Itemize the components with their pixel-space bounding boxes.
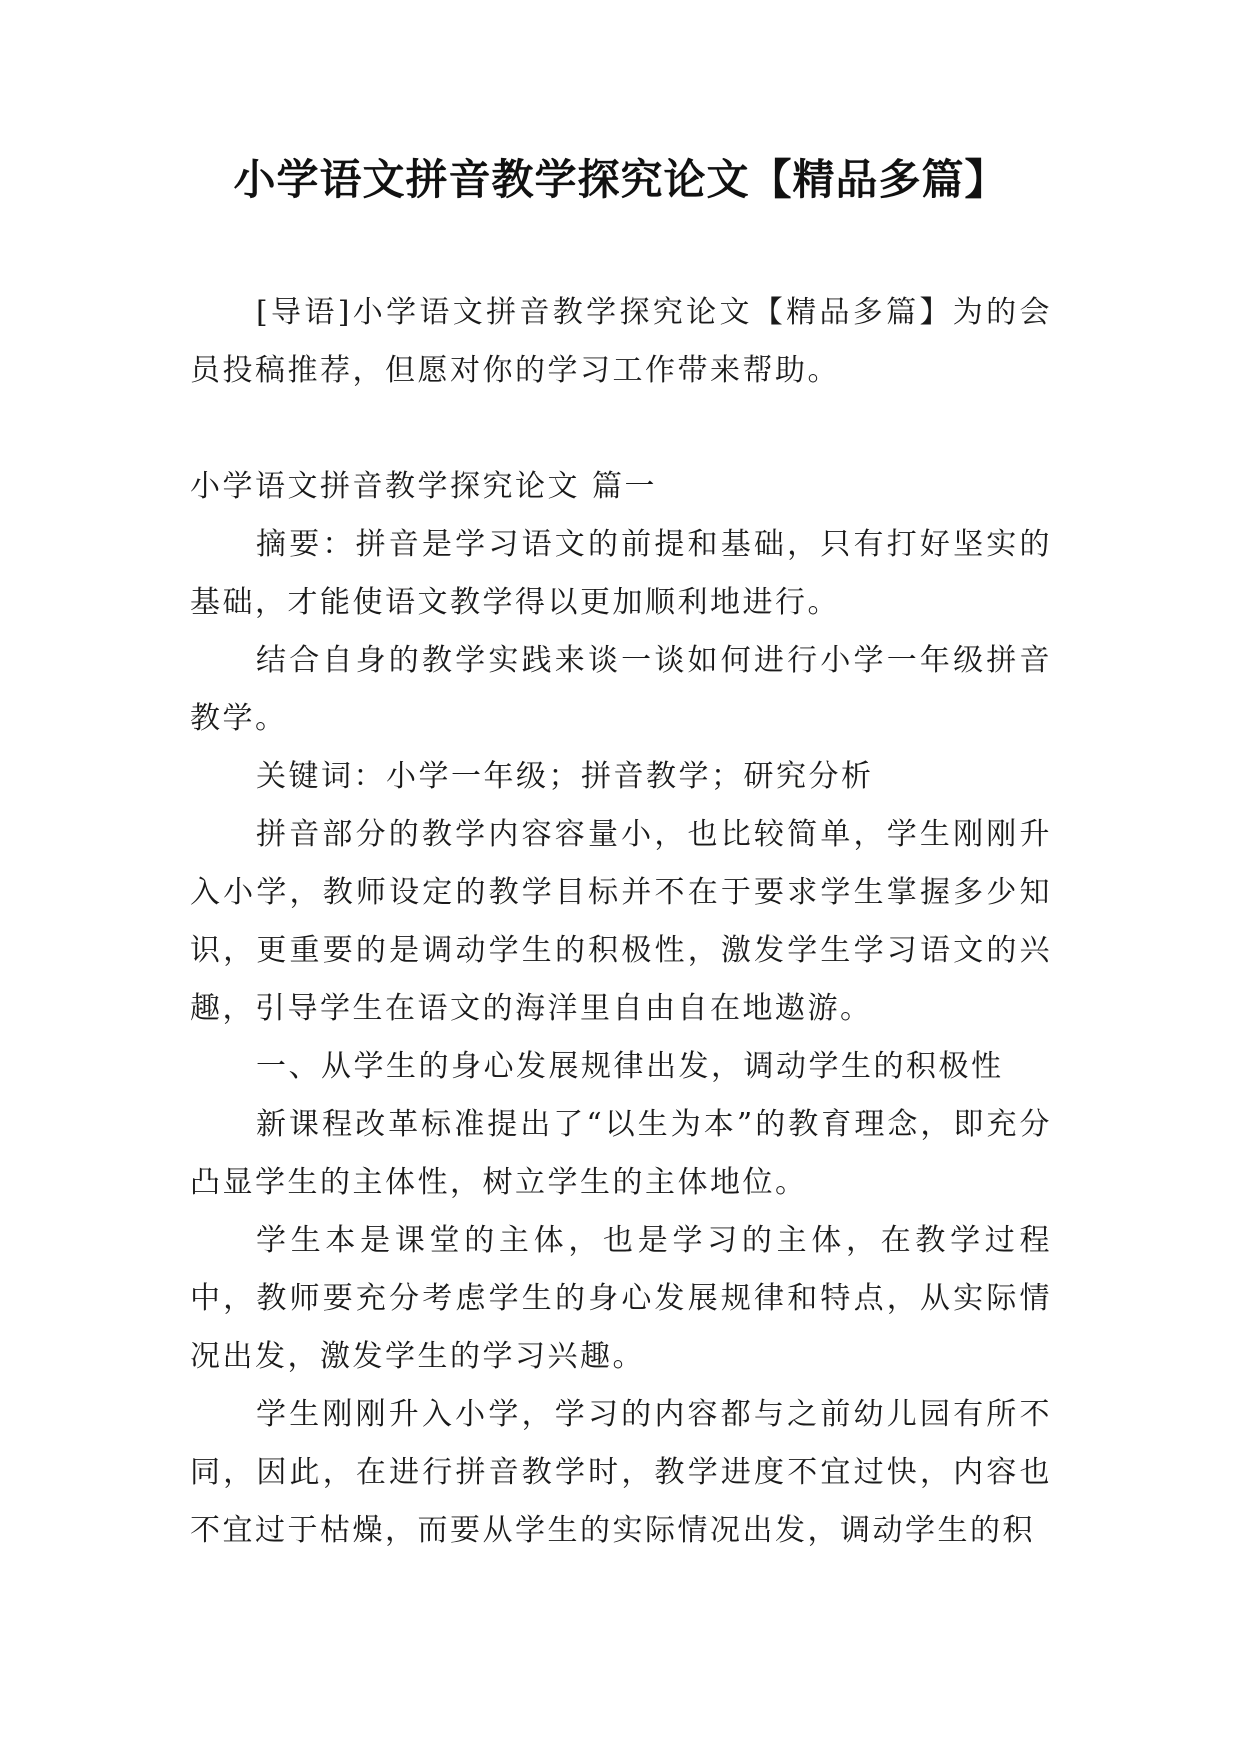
document-title: 小学语文拼音教学探究论文【精品多篇】 <box>233 155 1008 204</box>
body-paragraph: 学生本是课堂的主体，也是学习的主体，在教学过程中，教师要充分考虑学生的身心发展规律和特点，从实际情况出发，激发学生的学习兴趣。 <box>190 1223 1052 1374</box>
body-paragraph: 学生刚刚升入小学，学习的内容都与之前幼儿园有所不同，因此，在进行拼音教学时，教学进度不宜过快，内容也不宜过于枯燥，而要从学生的实际情况出发，调动学生的积 <box>190 1397 1052 1548</box>
body-paragraph: 结合自身的教学实践来谈一谈如何进行小学一年级拼音教学。 <box>190 643 1052 736</box>
keywords-paragraph: 关键词：小学一年级；拼音教学；研究分析 <box>256 759 874 794</box>
document-body <box>190 284 1052 1560</box>
intro-paragraph: [导语]小学语文拼音教学探究论文【精品多篇】为的会员投稿推荐，但愿对你的学习工作带来帮助。 <box>190 295 1052 388</box>
spacer <box>190 400 1052 458</box>
abstract-paragraph: 摘要：拼音是学习语文的前提和基础，只有打好坚实的基础，才能使语文教学得以更加顺利地进行。 <box>190 527 1052 620</box>
body-paragraph: 新课程改革标准提出了“以生为本”的教育理念，即充分凸显学生的主体性，树立学生的主体地位。 <box>190 1107 1052 1200</box>
body-paragraph: 拼音部分的教学内容容量小，也比较简单，学生刚刚升入小学，教师设定的教学目标并不在于要求学生掌握多少知识，更重要的是调动学生的积极性，激发学生学习语文的兴趣，引导学生在语文的海洋里自由自在地遨游。 <box>190 817 1052 1026</box>
subheading-paragraph: 一、从学生的身心发展规律出发，调动学生的积极性 <box>256 1049 1004 1084</box>
section-heading: 小学语文拼音教学探究论文 篇一 <box>190 469 658 504</box>
